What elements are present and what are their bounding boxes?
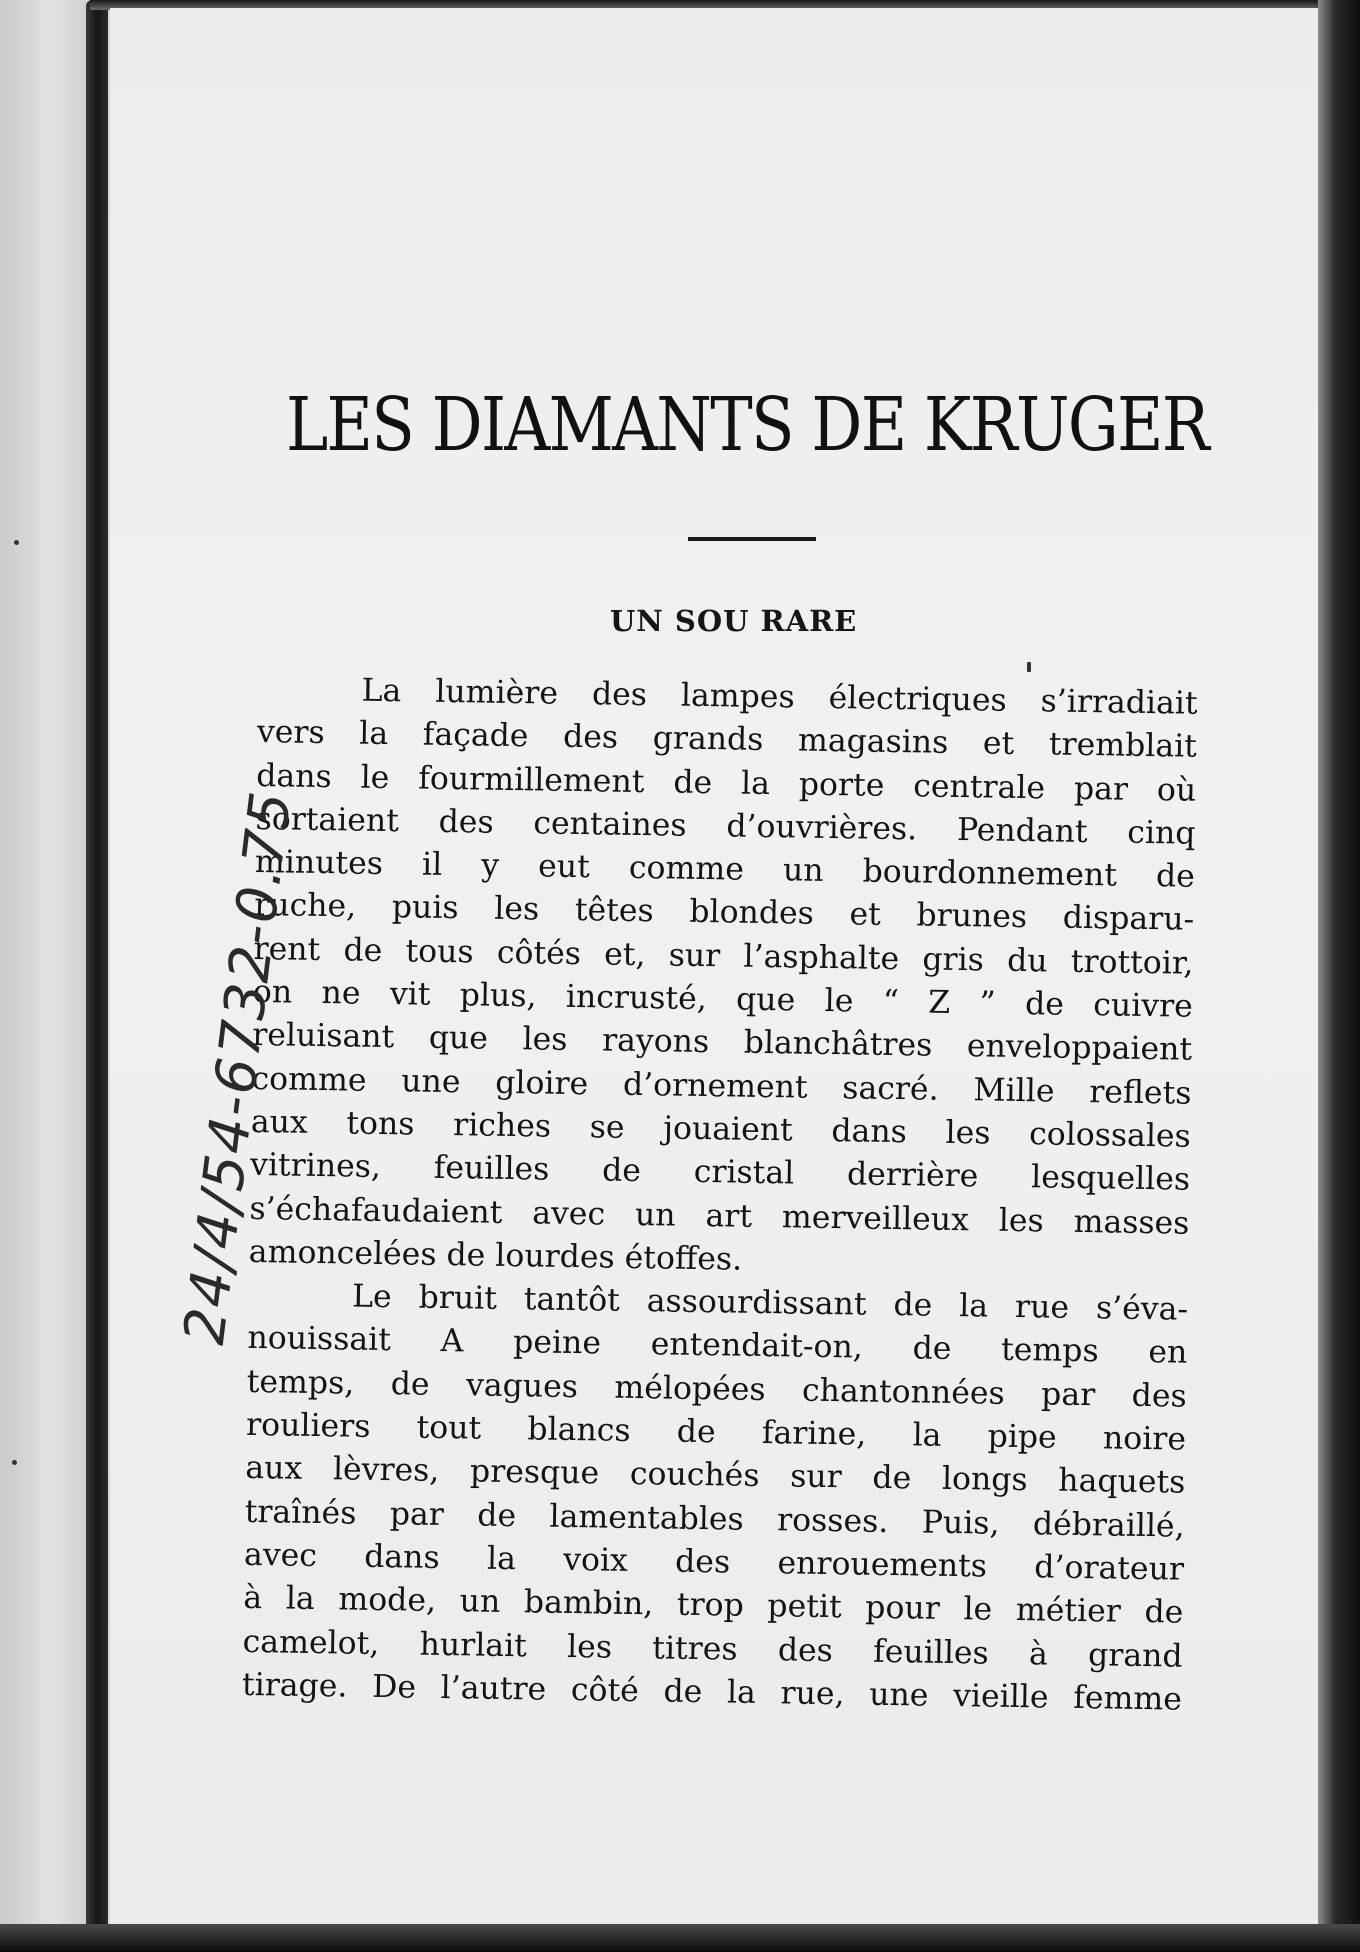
text-line: comme une gloire d’ornement sacré. Mille reflets (251, 1060, 1192, 1112)
text-line: Le bruit tantôt assourdissant de la rue s’éva- (351, 1278, 1189, 1328)
facing-page-edge (0, 0, 86, 1952)
text-line: nouissait A peine entendait-on, de temps en (247, 1320, 1188, 1372)
paragraph-2 (242, 1274, 1189, 1722)
text-line: ruche, puis les têtes blondes et brunes disparu- (253, 887, 1195, 939)
text-line: dans le fourmillement de la porte centrale par où (256, 757, 1197, 809)
text-line: temps, de vagues mélopées chantonnées par des (246, 1363, 1187, 1415)
text-line: vers la façade des grands magasins et tremblait (256, 714, 1198, 766)
text-line: sortaient des centaines d’ouvrières. Pendant cinq (255, 800, 1196, 852)
text-line: avec dans la voix des enrouements d’orateur (243, 1536, 1185, 1588)
body-text (242, 668, 1198, 1722)
text-line: reluisant que les rayons blanchâtres enveloppaient (251, 1017, 1193, 1069)
text-line: rouliers tout blancs de farine, la pipe noire (245, 1406, 1187, 1458)
text-line: camelot, hurlait les titres des feuilles à grand (242, 1623, 1183, 1675)
dust-speck (14, 540, 19, 545)
ink-mark (1027, 662, 1031, 672)
text-line: amoncelées de lourdes étoffes. (248, 1233, 743, 1278)
text-line: traînés par de lamentables rosses. Puis, débraillé, (244, 1493, 1185, 1545)
text-line: à la mode, un bambin, trop petit pour le métier de (243, 1580, 1184, 1631)
text-line: aux tons riches se jouaient dans les colossales (250, 1103, 1192, 1155)
text-line: s’échafaudaient avec un art merveilleux les masses (249, 1190, 1190, 1242)
text-line: minutes il y eut comme un bourdonnement de (254, 844, 1196, 895)
book-binding (86, 0, 108, 1930)
scan-bottom-border (0, 1924, 1360, 1952)
text-line: La lumière des lampes électriques s’irradiait (361, 672, 1198, 722)
scan-right-border (1318, 0, 1360, 1952)
text-line: rent de tous côtés et, sur l’asphalte gris du trottoir, (253, 930, 1194, 982)
section-heading: UN SOU RARE (610, 604, 858, 638)
text-line: tirage. De l’autre côté de la rue, une vieille femme (241, 1666, 1183, 1718)
text-line: vitrines, feuilles de cristal derrière lesquelles (249, 1147, 1191, 1198)
chapter-title: LES DIAMANTS DE KRUGER (286, 382, 1208, 468)
text-line: on ne vit plus, incrusté, que le “ Z ” de cuivre (252, 974, 1194, 1025)
dust-speck (12, 1460, 17, 1465)
handwritten-margin-note: 24/4/54-6732-0.75 (172, 786, 305, 1348)
text-line: aux lèvres, presque couchés sur de longs haquets (245, 1450, 1186, 1502)
title-rule (688, 537, 816, 541)
paragraph-1 (248, 668, 1197, 1289)
